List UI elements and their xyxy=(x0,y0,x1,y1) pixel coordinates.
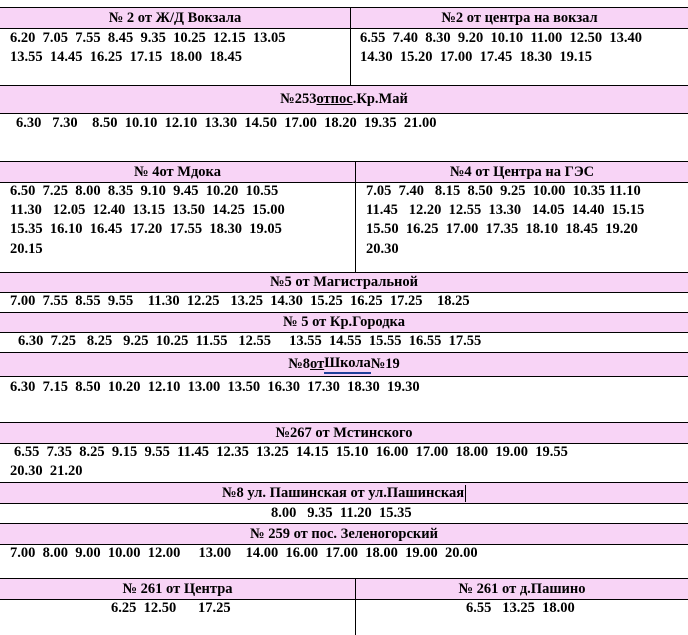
route-253-title-u2: пос xyxy=(330,91,353,107)
header-route-253 xyxy=(0,85,688,114)
header-route-8-pashinskaya xyxy=(0,482,688,504)
route-2-left-times-2: 13.55 14.45 16.25 17.15 18.00 18.45 xyxy=(10,49,242,65)
divider xyxy=(350,29,351,85)
route-253-title-prefix: №253 xyxy=(280,91,317,107)
route-8-title-rest: №19 xyxy=(370,356,400,372)
route-8b-times: 8.00 9.35 11.20 15.35 xyxy=(271,505,412,521)
route-8-title xyxy=(0,353,688,376)
route-253-times: 6.30 7.30 8.50 10.10 12.10 13.30 14.50 17.00 18.20 19.35 21.00 xyxy=(16,115,437,131)
header-route-267 xyxy=(0,422,688,444)
route-261-right-times: 6.55 13.25 18.00 xyxy=(466,600,575,616)
header-route-4 xyxy=(0,161,688,183)
route-8-title-u2: Школа xyxy=(324,355,371,374)
header-route-2 xyxy=(0,7,688,29)
route-267-times-1: 6.55 7.35 8.25 9.15 9.55 11.45 12.35 13.25 14.15 15.10 16.00 17.00 18.00 19.00 19.55 xyxy=(14,444,568,460)
route-261-left-times: 6.25 12.50 17.25 xyxy=(111,600,231,616)
route-2-left-title: № 2 от Ж/Д Вокзала xyxy=(0,8,351,28)
route-2-left-times-1: 6.20 7.05 7.55 8.45 9.35 10.25 12.15 13.05 xyxy=(10,30,286,46)
route-8b-title-wrap xyxy=(0,483,688,503)
route-5a-times: 7.00 7.55 8.55 9.55 11.30 12.25 13.25 14.30 15.25 16.25 17.25 18.25 xyxy=(10,293,470,309)
header-route-259 xyxy=(0,523,688,545)
route-259-times: 7.00 8.00 9.00 10.00 12.00 13.00 14.00 16.00 17.00 18.00 19.00 20.00 xyxy=(10,545,478,561)
header-route-261 xyxy=(0,578,688,600)
route-4-right-times-1: 7.05 7.40 8.15 8.50 9.25 10.00 10.35 11.10 xyxy=(366,183,641,199)
route-267-title: №267 от Мстинского xyxy=(275,424,413,441)
route-4-left-title: № 4от Мдока xyxy=(0,162,356,182)
route-5a-title: №5 от Магистральной xyxy=(269,274,419,290)
route-5b-times: 6.30 7.25 8.25 9.25 10.25 11.55 12.55 13.55 14.55 15.55 16.55 17.55 xyxy=(18,333,482,349)
route-2-right-times-2: 14.30 15.20 17.00 17.45 18.30 19.15 xyxy=(360,49,592,65)
route-8-times: 6.30 7.15 8.50 10.20 12.10 13.00 13.50 16.30 17.30 18.30 19.30 xyxy=(10,379,420,395)
route-253-title-rest: .Кр.Май xyxy=(352,91,408,107)
header-route-8 xyxy=(0,352,688,377)
route-8-title-prefix: №8 xyxy=(288,356,311,372)
route-2-right-title: №2 от центра на вокзал xyxy=(441,9,598,26)
route-253-title-u1: от xyxy=(316,91,331,107)
route-4-left-times-4: 20.15 xyxy=(10,241,43,257)
route-253-title xyxy=(0,86,688,113)
route-5b-title: № 5 от Кр.Городка xyxy=(283,314,405,330)
route-8b-title: №8 ул. Пашинская от ул.Пашинская xyxy=(221,484,465,501)
route-8-title-u1: от xyxy=(310,356,325,372)
route-4-right-title: №4 от Центра на ГЭС xyxy=(449,163,595,180)
route-261-left-title: № 261 от Центра xyxy=(0,579,356,599)
header-route-5-magistralnaya xyxy=(0,272,688,293)
header-route-5-gorodka xyxy=(0,312,688,333)
route-261-right-title: № 261 от д.Пашино xyxy=(458,580,586,597)
route-267-times-2: 20.30 21.20 xyxy=(10,463,83,479)
route-4-left-times-2: 11.30 12.05 12.40 13.15 13.50 14.25 15.00 xyxy=(10,202,285,218)
route-2-right-times-1: 6.55 7.40 8.30 9.20 10.10 11.00 12.50 13.40 xyxy=(360,30,642,46)
route-4-right-times-2: 11.45 12.20 12.55 13.30 14.05 14.40 15.15 xyxy=(366,202,645,218)
divider xyxy=(355,183,356,273)
route-4-left-times-1: 6.50 7.25 8.00 8.35 9.10 9.45 10.20 10.55 xyxy=(10,183,279,199)
route-4-left-times-3: 15.35 16.10 16.45 17.20 17.55 18.30 19.05 xyxy=(10,221,282,237)
route-4-right-times-3: 15.50 16.25 17.00 17.35 18.10 18.45 19.20 xyxy=(366,221,638,237)
divider xyxy=(355,600,356,635)
route-4-right-times-4: 20.30 xyxy=(366,241,399,257)
route-259-title: № 259 от пос. Зеленогорский xyxy=(250,525,438,542)
